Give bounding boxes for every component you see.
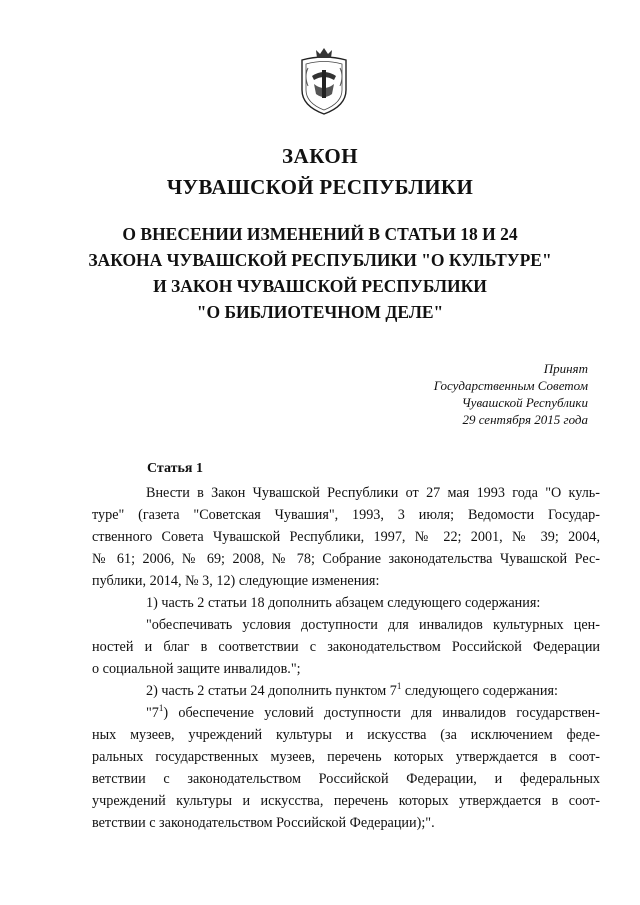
text-line [92, 680, 600, 702]
text-line: ветствии с законодательством Российской Федерации, и федеральных [92, 771, 600, 787]
subject-line-3: И ЗАКОН ЧУВАШСКОЙ РЕСПУБЛИКИ [153, 276, 487, 296]
article-heading: Статья 1 [147, 461, 203, 476]
subject-line-2: ЗАКОНА ЧУВАШСКОЙ РЕСПУБЛИКИ "О КУЛЬТУРЕ" [88, 250, 552, 270]
text-line: публики, 2014, № 3, 12) следующие изменения: [92, 573, 380, 589]
republic-title: ЧУВАШСКОЙ РЕСПУБЛИКИ [166, 175, 474, 199]
adoption-note [368, 360, 588, 428]
text-line: ностей и благ в соответствии с законодательством Российской Федерации [92, 639, 600, 655]
text-line: о социальной защите инвалидов."; [92, 661, 301, 677]
text-fragment: следующего содержания: [404, 683, 558, 699]
superscript: 1 [158, 703, 164, 713]
text-fragment: ) обеспечение условий доступности для инвалидов государствен- [163, 705, 600, 721]
text-line: ных музеев, учреждений культуры и искусства (за исключением феде- [92, 727, 600, 743]
text-fragment: "7 [146, 705, 159, 721]
adoption-note-line: Чувашской Республики [461, 395, 588, 410]
emblem-of-chuvashia [298, 46, 350, 116]
text-line: Внести в Закон Чувашской Республики от 27 мая 1993 года "О куль- [146, 485, 600, 501]
text-line: 1) часть 2 статьи 18 дополнить абзацем следующего содержания: [146, 595, 541, 611]
superscript: 1 [396, 681, 402, 691]
text-line: ственного Совета Чувашской Республики, 1997, № 22; 2001, № 39; 2004, [92, 529, 600, 545]
text-line: ветствии с законодательством Российской Федерации);". [92, 815, 435, 831]
adoption-note-line: Принят [543, 361, 588, 376]
article-body [92, 482, 600, 834]
subject-line-1: О ВНЕСЕНИИ ИЗМЕНЕНИЙ В СТАТЬИ 18 И 24 [122, 224, 518, 244]
text-line: туре" (газета "Советская Чувашия", 1993, 3 июля; Ведомости Государ- [92, 507, 600, 523]
text-line [92, 702, 600, 724]
adoption-note-line: Государственным Советом [433, 378, 588, 393]
text-line: № 61; 2006, № 69; 2008, № 78; Собрание законодательства Чувашской Рес- [92, 551, 600, 567]
subject-line-4: "О БИБЛИОТЕЧНОМ ДЕЛЕ" [196, 302, 444, 322]
text-line: учреждений культуры и искусства, перечень которых утверждается в соот- [92, 793, 600, 809]
document-type-title: ЗАКОН [281, 144, 359, 168]
text-line: "обеспечивать условия доступности для инвалидов культурных цен- [146, 617, 600, 633]
adoption-date: 29 сентября 2015 года [462, 412, 588, 427]
text-fragment: 2) часть 2 статьи 24 дополнить пунктом 7 [146, 683, 397, 699]
text-line: ральных государственных музеев, перечень которых утверждается в соот- [92, 749, 600, 765]
